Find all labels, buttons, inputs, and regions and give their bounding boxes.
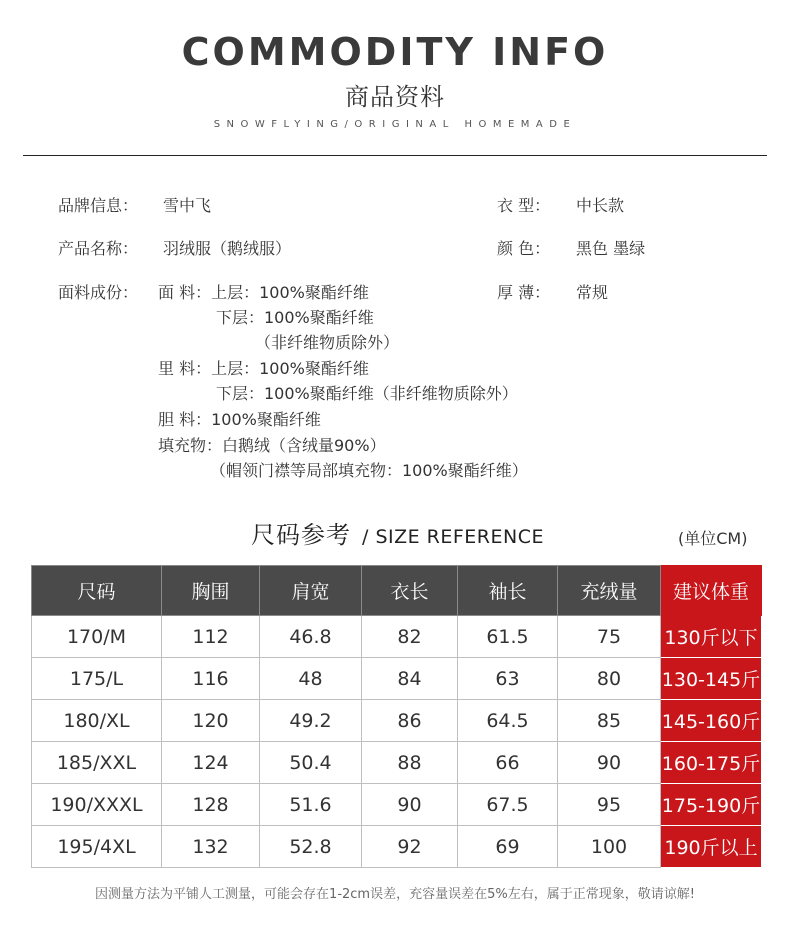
table-cell: 92 [362,826,458,868]
table-cell: 128 [162,784,260,826]
style-label: 衣 型： [497,196,551,215]
table-row [32,742,762,784]
fabric-line: 下层：100%聚酯纤维（非纤维物质除外） [216,384,518,403]
table-cell: 170/M [32,616,162,658]
fabric-line: 面 料：上层：100%聚酯纤维 [158,283,369,302]
fabric-label: 面料成份： [58,283,139,302]
table-cell: 52.8 [260,826,362,868]
table-cell: 64.5 [458,700,558,742]
table-cell: 88 [362,742,458,784]
fabric-line: （非纤维物质除外） [255,333,400,352]
divider [23,155,767,156]
style-value: 中长款 [576,196,625,215]
table-row [32,826,762,868]
table-cell: 48 [260,658,362,700]
header-cell-weight: 建议体重 [661,566,762,616]
table-row [32,616,762,658]
table-cell: 120 [162,700,260,742]
table-cell: 75 [558,616,661,658]
table-cell: 80 [558,658,661,700]
weight-cell: 175-190斤 [661,784,762,826]
table-header-row [32,566,762,616]
title-en: COMMODITY INFO [181,30,609,74]
header-cell: 衣长 [362,566,458,616]
fabric-line: 填充物：白鹅绒（含绒量90%） [158,436,386,455]
table-row [32,784,762,826]
unit-label: (单位CM) [678,529,748,548]
table-cell: 50.4 [260,742,362,784]
table-cell: 46.8 [260,616,362,658]
subtitle: SNOWFLYING/ORIGINAL HOMEMADE [213,119,577,130]
table-cell: 132 [162,826,260,868]
table-cell: 190/XXXL [32,784,162,826]
fabric-line: （帽领门襟等局部填充物：100%聚酯纤维） [210,461,528,480]
table-cell: 66 [458,742,558,784]
table-row [32,658,762,700]
table-cell: 195/4XL [32,826,162,868]
header-cell: 充绒量 [558,566,661,616]
table-cell: 85 [558,700,661,742]
table-cell: 116 [162,658,260,700]
product-label: 产品名称： [58,239,139,258]
table-cell: 67.5 [458,784,558,826]
color-label: 颜 色： [497,239,551,258]
weight-cell: 130-145斤 [661,658,762,700]
table-cell: 86 [362,700,458,742]
table-cell: 175/L [32,658,162,700]
size-title-en: / SIZE REFERENCE [362,526,544,548]
header-cell: 肩宽 [260,566,362,616]
table-cell: 51.6 [260,784,362,826]
footnote: 因测量方法为平铺人工测量，可能会存在1-2cm误差，充容量误差在5%左右，属于正常现象，敬请谅解! [95,887,695,902]
header-cell: 胸围 [162,566,260,616]
fabric-line: 里 料：上层：100%聚酯纤维 [158,359,369,378]
table-cell: 69 [458,826,558,868]
table-cell: 84 [362,658,458,700]
thickness-value: 常规 [576,283,609,302]
table-cell: 180/XL [32,700,162,742]
color-value: 黑色 墨绿 [576,239,646,258]
table-cell: 100 [558,826,661,868]
weight-cell: 130斤以下 [661,616,762,658]
size-table [31,565,762,868]
table-cell: 95 [558,784,661,826]
product-value: 羽绒服（鹅绒服） [163,239,292,258]
table-cell: 185/XXL [32,742,162,784]
weight-cell: 160-175斤 [661,742,762,784]
brand-value: 雪中飞 [163,196,212,215]
table-cell: 63 [458,658,558,700]
weight-cell: 190斤以上 [661,826,762,868]
table-cell: 49.2 [260,700,362,742]
fabric-line: 下层：100%聚酯纤维 [216,308,374,327]
table-cell: 90 [558,742,661,784]
title-cn: 商品资料 [345,83,445,111]
thickness-label: 厚 薄： [497,283,551,302]
table-cell: 90 [362,784,458,826]
brand-label: 品牌信息： [58,196,139,215]
weight-cell: 145-160斤 [661,700,762,742]
table-cell: 124 [162,742,260,784]
fabric-line: 胆 料：100%聚酯纤维 [158,410,321,429]
table-cell: 61.5 [458,616,558,658]
table-row [32,700,762,742]
table-cell: 82 [362,616,458,658]
header-cell: 袖长 [458,566,558,616]
table-cell: 112 [162,616,260,658]
header-cell: 尺码 [32,566,162,616]
size-title-cn: 尺码参考 [251,521,351,549]
